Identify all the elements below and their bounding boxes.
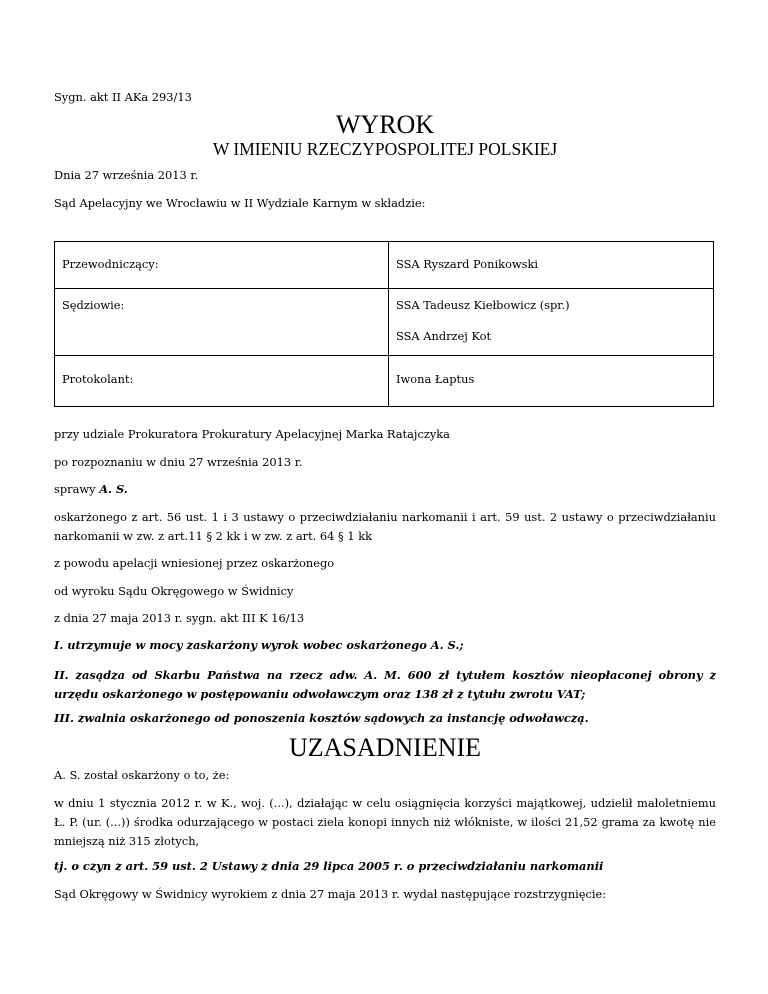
case-line bbox=[54, 482, 128, 497]
from-judgment-line: od wyroku Sądu Okręgowego w Świdnicy bbox=[54, 584, 294, 598]
clerk-label: Protokolant: bbox=[62, 372, 134, 386]
table-row bbox=[55, 242, 714, 289]
table-row bbox=[55, 356, 714, 407]
judgment-date: Dnia 27 września 2013 r. bbox=[54, 168, 199, 182]
ruling-3: III. zwalnia oskarżonego od ponoszenia kosztów sądowych za instancję odwoławczą. bbox=[54, 711, 589, 725]
presiding-label: Przewodniczący: bbox=[62, 257, 159, 271]
justification-title: UZASADNIENIE bbox=[288, 733, 482, 762]
judges-label: Sędziowie: bbox=[62, 298, 125, 312]
justification-intro: A. S. został oskarżony o to, że: bbox=[54, 768, 230, 782]
defendant-name: A. S. bbox=[99, 482, 128, 496]
judge-1: SSA Tadeusz Kiełbowicz (spr.) bbox=[396, 298, 570, 312]
clerk-name: Iwona Łaptus bbox=[396, 372, 475, 386]
ruling-2: II. zasądza od Skarbu Państwa na rzecz adw. A. M. 600 zł tytułem kosztów nieopłaconej obrony z urzędu oskarżonego w postępowaniu odwoławczym oraz 138 zł z tytułu zwrotu VAT; bbox=[54, 668, 716, 701]
prosecutor-line: przy udziale Prokuratora Prokuratury Apelacyjnej Marka Ratajczyka bbox=[54, 427, 450, 441]
judgment-date-line: z dnia 27 maja 2013 r. sygn. akt III K 16/13 bbox=[54, 611, 305, 625]
charges-paragraph: oskarżonego z art. 56 ust. 1 i 3 ustawy o przeciwdziałaniu narkomanii i art. 59 ust. 2 ustawy o przeciwdziałaniu narkomanii w zw. z art.11 § 2 kk i w zw. z art. 64 § 1 kk bbox=[54, 510, 716, 543]
first-instance-line: Sąd Okręgowy w Świdnicy wyrokiem z dnia 27 maja 2013 r. wydał następujące rozstrzygnięcie: bbox=[54, 887, 607, 901]
ruling-1: I. utrzymuje w mocy zaskarżony wyrok wobec oskarżonego A. S.; bbox=[54, 638, 464, 652]
qualification-line: tj. o czyn z art. 59 ust. 2 Ustawy z dnia 29 lipca 2005 r. o przeciwdziałaniu narkomanii bbox=[54, 859, 604, 873]
judge-2: SSA Andrzej Kot bbox=[396, 329, 492, 343]
case-prefix: sprawy bbox=[54, 482, 100, 496]
bench-table bbox=[54, 241, 714, 407]
court-composition: Sąd Apelacyjny we Wrocławiu w II Wydziale Karnym w składzie: bbox=[54, 196, 426, 210]
presiding-judge: SSA Ryszard Ponikowski bbox=[396, 257, 538, 271]
table-row bbox=[55, 289, 714, 356]
document-subtitle: W IMIENIU RZECZYPOSPOLITEJ POLSKIEJ bbox=[212, 139, 558, 159]
document-title: WYROK bbox=[335, 110, 435, 139]
hearing-line: po rozpoznaniu w dniu 27 września 2013 r. bbox=[54, 455, 303, 469]
facts-paragraph: w dniu 1 stycznia 2012 r. w K., woj. (...), działając w celu osiągnięcia korzyści majątkowej, udzielił małoletniemu Ł. P. (ur. (...)) środka odurzającego w postaci ziela konopi innych niż włókniste, w ilości 21,52 grama za kwotę nie mniejszą niż 315 złotych, bbox=[54, 796, 716, 848]
case-reference: Sygn. akt II AKa 293/13 bbox=[54, 90, 192, 104]
appeal-line: z powodu apelacji wniesionej przez oskarżonego bbox=[54, 556, 335, 570]
